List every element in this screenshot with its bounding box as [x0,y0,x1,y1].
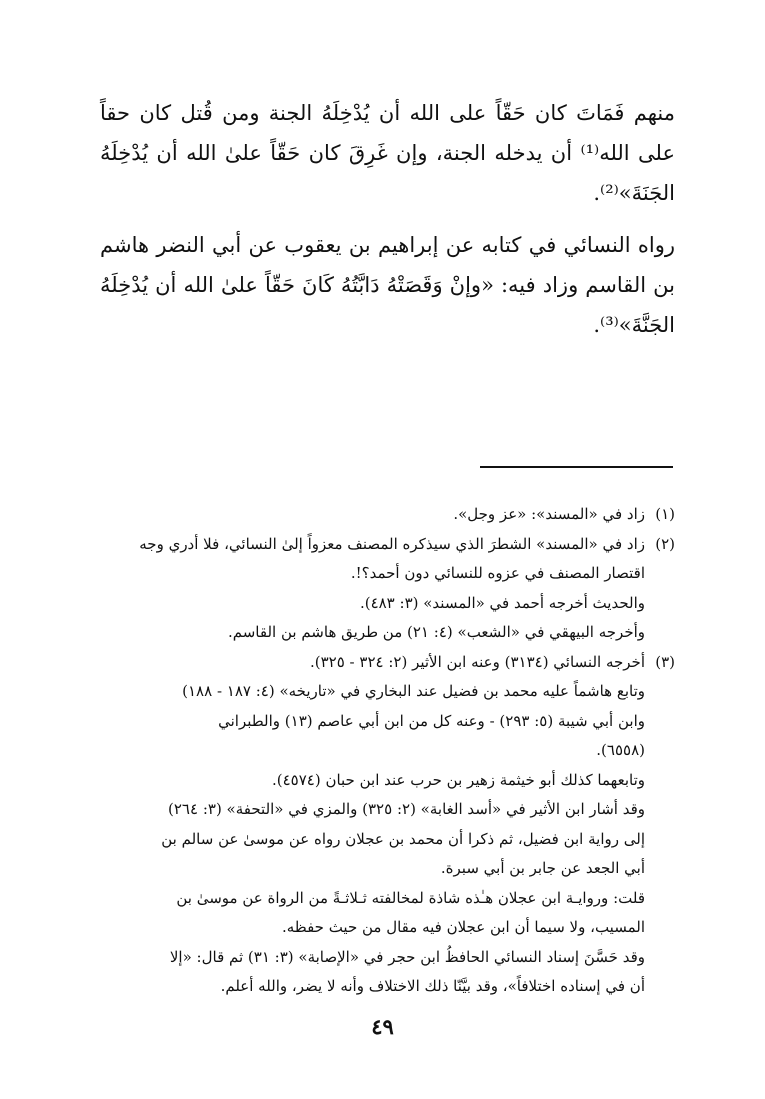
footnote-text [100,500,645,530]
footnote-line: وتابع هاشماً عليه محمد بن فضيل عند البخاري في «تاريخه» (٤: ١٨٧ - ١٨٨) [182,682,645,700]
footnote-1 [100,500,675,530]
footnote-line: والحديث أخرجه أحمد في «المسند» (٣: ٤٨٣). [359,593,645,612]
footnote-line: وقد حَسَّنَ إسناد النسائي الحافظُ ابن حجر في «الإصابة» (٣: ٣١) ثم قال: «إلا [169,947,645,966]
footnote-line: أخرجه النسائي (٣١٣٤) وعنه ابن الأثير (٢: ٣٢٤ - ٣٢٥). [309,652,645,671]
footnote-number: (١) [655,505,675,523]
footnote-line: وتابعهما كذلك أبو خيثمة زهير بن حرب عند ابن حبان (٤٥٧٤). [271,770,645,789]
footnote-line: وأخرجه البيهقي في «الشعب» (٤: ٢١) من طريق هاشم بن القاسم. [227,623,645,641]
footnote-line: المسيب، ولا سيما أن ابن عجلان فيه مقال من حيث حفظه. [281,918,645,936]
footnote-number: (٢) [655,534,675,553]
footnote-line: (٦٥٥٨). [596,741,645,759]
main-paragraph-2: رواه النسائي في كتابه عن إبراهيم بن يعقوب عن أبي النضر هاشم بن القاسم وزاد فيه: «وإنْ وَقَصَتْهُ دَابَّتُهُ كَانَ حَقّاً علىٰ الله أن يُدْخِلَهُ الجَنَّةَ»⁽³⁾. [100,233,675,337]
footnote-line: زاد في «المسند»: «عز وجل». [453,505,645,523]
page-number: ٤٩ [371,1014,394,1039]
footnote-separator [480,466,673,468]
footnote-line: إلى رواية ابن فضيل، ثم ذكرا أن محمد بن عجلان رواه عن موسىٰ عن سالم بن [161,829,645,848]
footnote-line: وقد أشار ابن الأثير في «أسد الغابة» (٢: ٣٢٥) والمزي في «التحفة» (٣: ٢٦٤) [168,800,645,818]
footnote-2 [100,530,675,648]
footnote-line: أن في إسناده اختلافاً»، وقد بيَّنّا ذلك الاختلاف وأنه لا يضر، والله أعلم. [220,977,645,995]
main-text [100,93,675,345]
footnote-line: أبي الجعد عن جابر بن أبي سبرة. [440,859,645,877]
footnote-text [100,648,645,1002]
footnote-text [100,530,645,648]
footnote-line: قلت: وروايـة ابن عجلان هـٰذه شاذة لمخالفته ثـلاثـةً من الرواة عن موسىٰ بن [176,888,645,907]
footnote-number: (٣) [655,652,675,671]
footnote-line: وابن أبي شيبة (٥: ٢٩٣) - وعنه كل من ابن أبي عاصم (١٣) والطبراني [218,711,645,730]
footnote-3 [100,648,675,1002]
footnote-line: زاد في «المسند» الشطرَ الذي سيذكره المصنف معزواً إلىٰ النسائي، فلا أدري وجه [139,534,645,553]
footnotes [100,500,675,1002]
main-paragraph-1: منهم فَمَاتَ كان حَقّاً على الله أن يُدْخِلَهُ الجنة ومن قُتل كان حقاً على الله⁽¹⁾ أن يدخله الجنة، وإن غَرِقَ كان حَقّاً علىٰ الله أن يُدْخِلَهُ الجَنَةَ»⁽²⁾. [100,101,675,205]
footnote-line: اقتصار المصنف في عزوه للنسائي دون أحمد؟!. [350,564,645,582]
